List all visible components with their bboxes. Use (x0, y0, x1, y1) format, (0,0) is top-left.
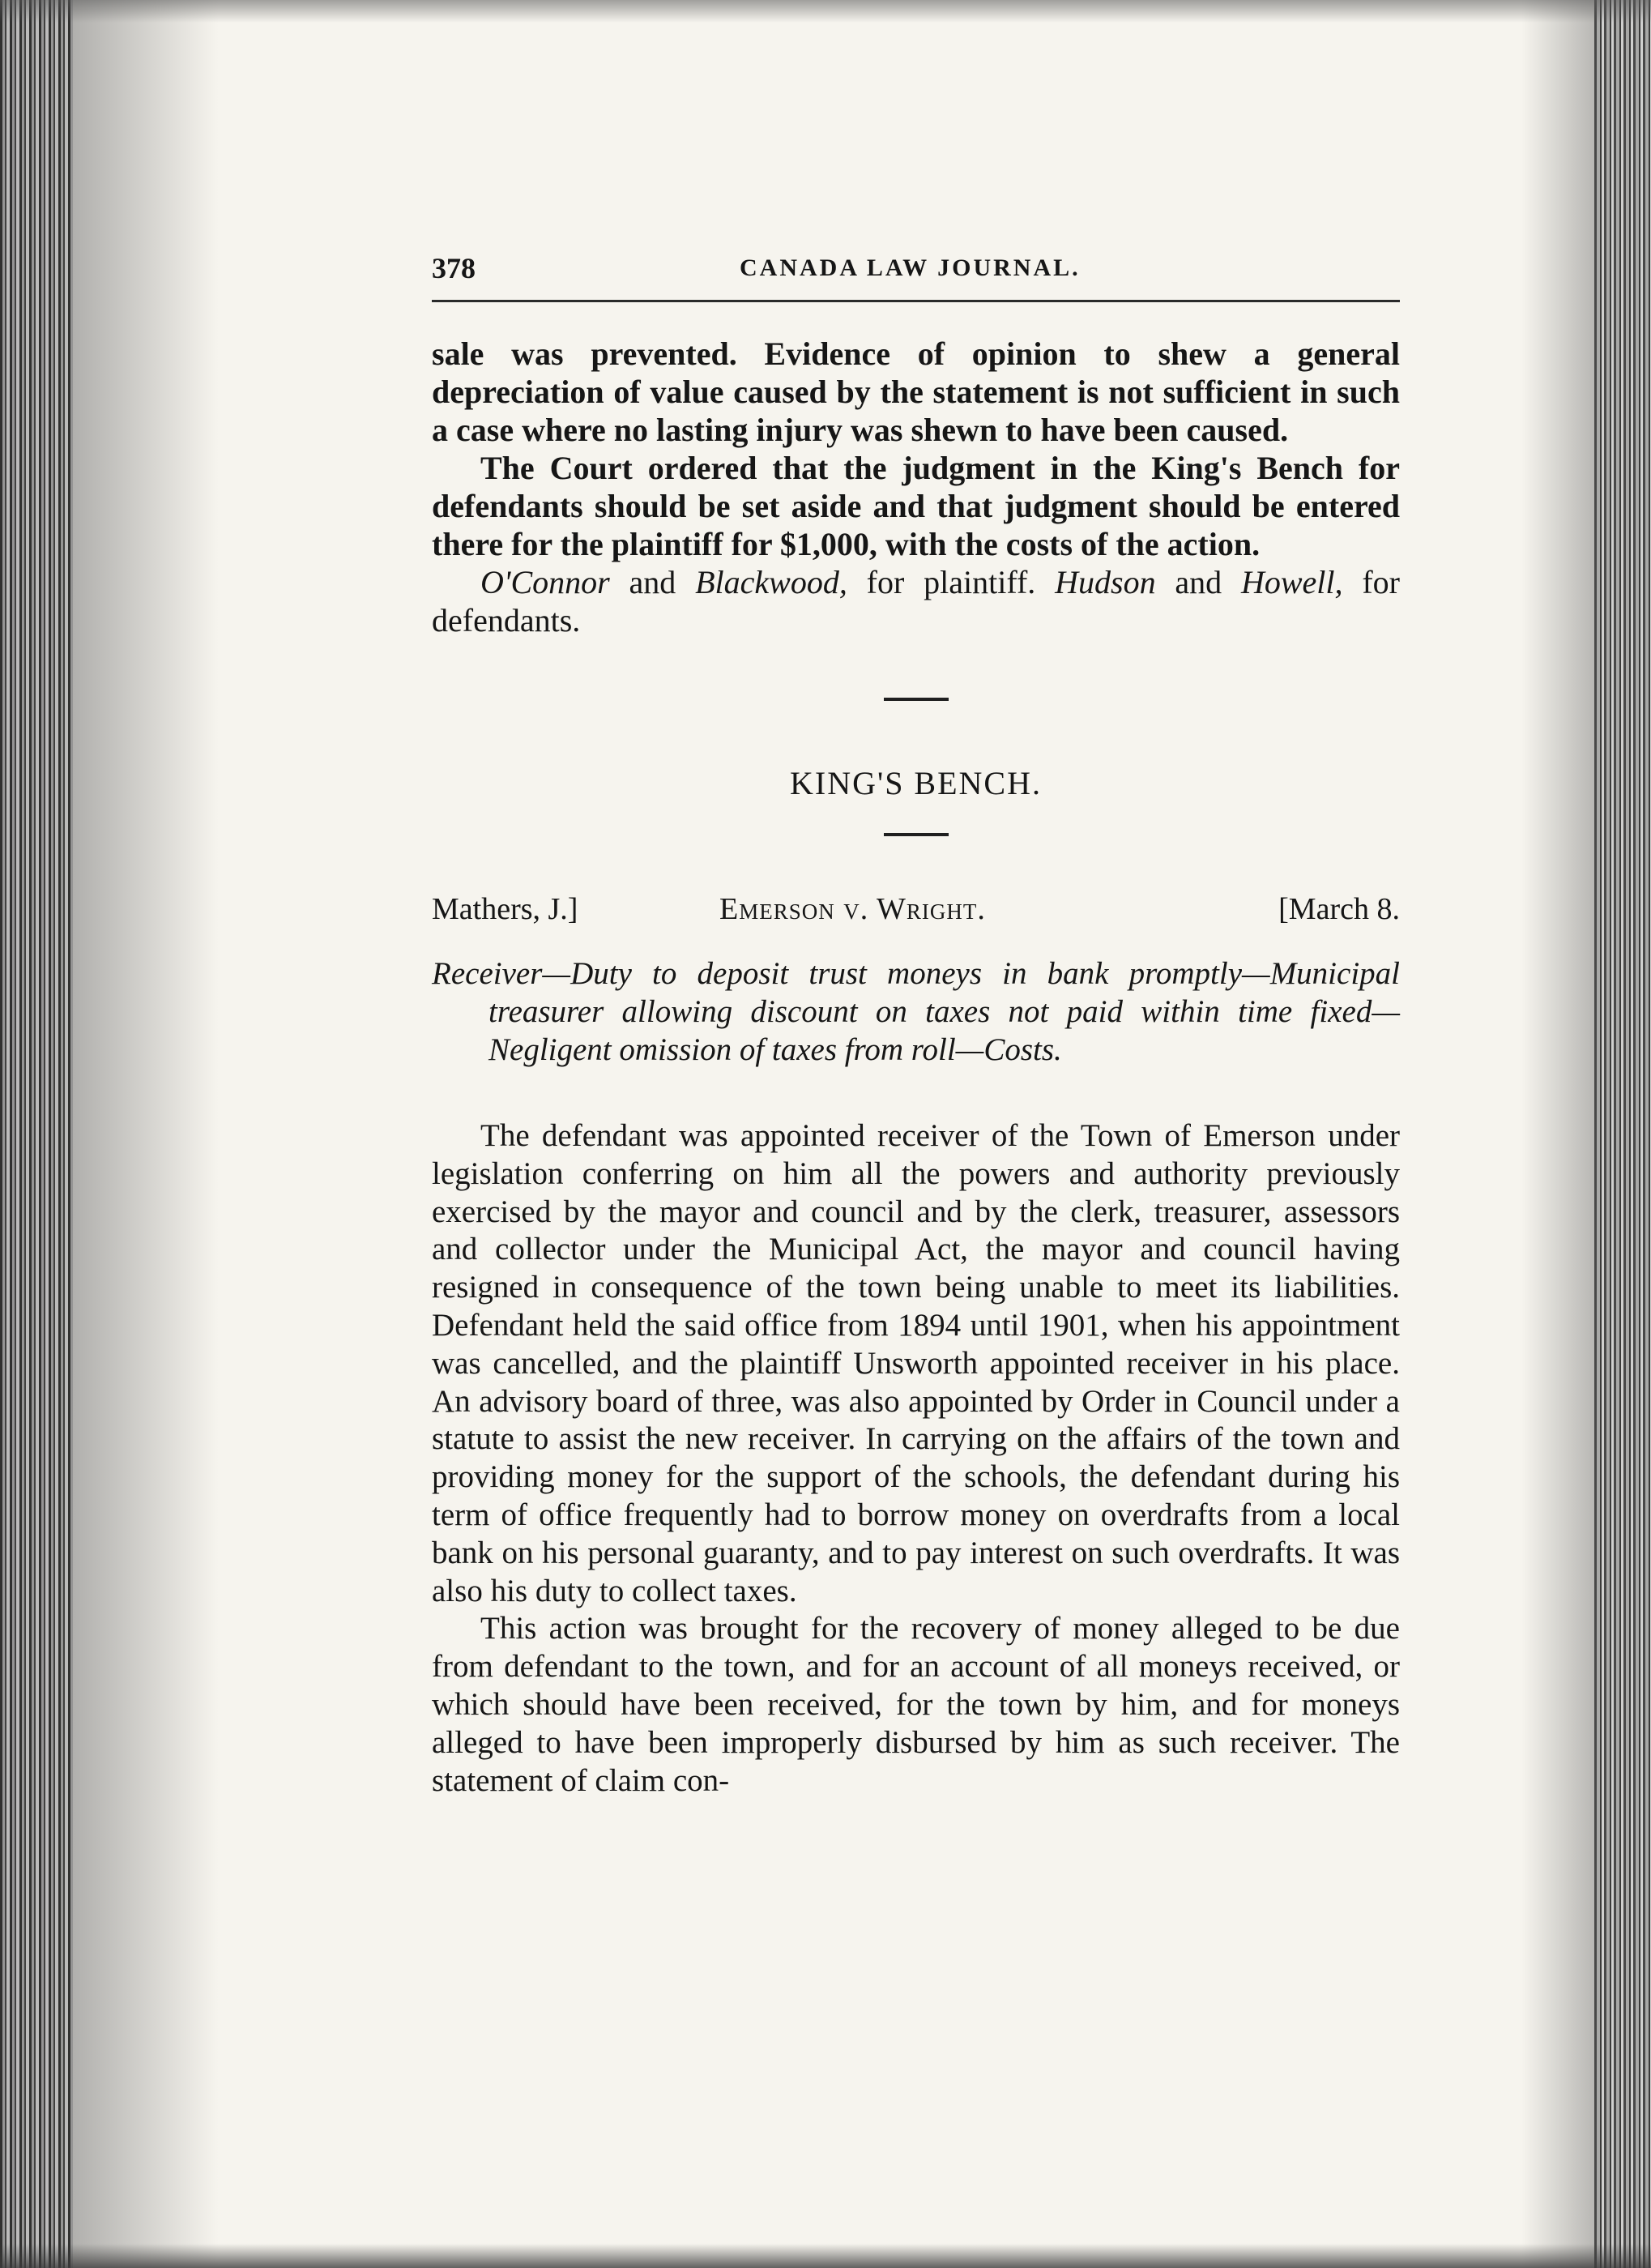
scan-edge-right (1594, 0, 1651, 2268)
preceding-paragraph-2: The Court ordered that the judgment in the King's Bench for defendants should be set aside and that judgment should be entered there for the plaintiff for $1,000, with the costs of the action. (432, 450, 1400, 562)
journal-page (432, 243, 1400, 1800)
case-name: Emerson v. Wright. (719, 892, 986, 926)
case-date: [March 8. (1278, 892, 1400, 926)
scan-edge-left-shadow (73, 0, 219, 2268)
headnote: Receiver—Duty to deposit trust moneys in bank promptly—Municipal treasurer allowing discount on taxes not paid within time fixed—Negligent omission of taxes from roll—Costs. (432, 956, 1400, 1067)
case-body (432, 1117, 1400, 1800)
case-judge: Mathers, J.] (432, 892, 578, 926)
scan-edge-top (0, 0, 1651, 23)
section-divider-bottom (884, 833, 949, 836)
section-heading: KING'S BENCH. (790, 765, 1042, 801)
preceding-paragraph-1: sale was prevented. Evidence of opinion to shew a general depreciation of value caused by the statement is not sufficient in such a case where no lasting injury was shewn to have been caused. (432, 335, 1400, 448)
scan-edge-left (0, 0, 73, 2268)
counsel-and-1: and (609, 564, 696, 600)
counsel-and-2: and (1155, 564, 1241, 600)
plaintiff-counsel-2: Blackwood, (695, 564, 847, 600)
plaintiff-counsel-1: O'Connor (480, 564, 610, 600)
case-caption (432, 891, 1400, 932)
for-defendants: for defendants. (432, 564, 1401, 639)
running-head (432, 243, 1400, 302)
for-plaintiff: for plaintiff. (847, 564, 1056, 600)
body-paragraph-2: This action was brought for the recovery of money alleged to be due from defendant to the town, and for an account of all moneys received, or which should have been received, for the town by him, and for moneys alleged to have been improperly disbursed by him as such receiver. The statement of claim con- (432, 1611, 1400, 1798)
scan-edge-bottom (0, 2244, 1651, 2268)
page-number: 378 (432, 252, 476, 284)
defendant-counsel-2: Howell, (1240, 564, 1343, 600)
defendant-counsel-1: Hudson (1055, 564, 1156, 600)
scan-edge-right-shadow (1521, 0, 1594, 2268)
section-divider-top (884, 698, 949, 701)
body-paragraph-1: The defendant was appointed receiver of the Town of Emerson under legislation conferring on him all the powers and authority previously exercised by the mayor and council and by the clerk, treasurer, assessors and collector under the Municipal Act, the mayor and council having resigned in consequence of the town being unable to meet its liabilities. Defendant held the said office from 1894 until 1901, when his appointment was cancelled, and the plaintiff Unsworth appointed receiver in his place. An advisory board of three, was also appointed by Order in Council under a statute to assist the new receiver. In carrying on the affairs of the town and providing money for the support of the schools, the defendant during his term of office frequently had to borrow money on overdrafts from a local bank on his personal guaranty, and to pay interest on such overdrafts. It was also his duty to collect taxes. (432, 1118, 1400, 1608)
journal-title: CANADA LAW JOURNAL. (740, 254, 1081, 281)
preceding-case-conclusion (432, 335, 1400, 563)
counsel-line (432, 563, 1400, 639)
